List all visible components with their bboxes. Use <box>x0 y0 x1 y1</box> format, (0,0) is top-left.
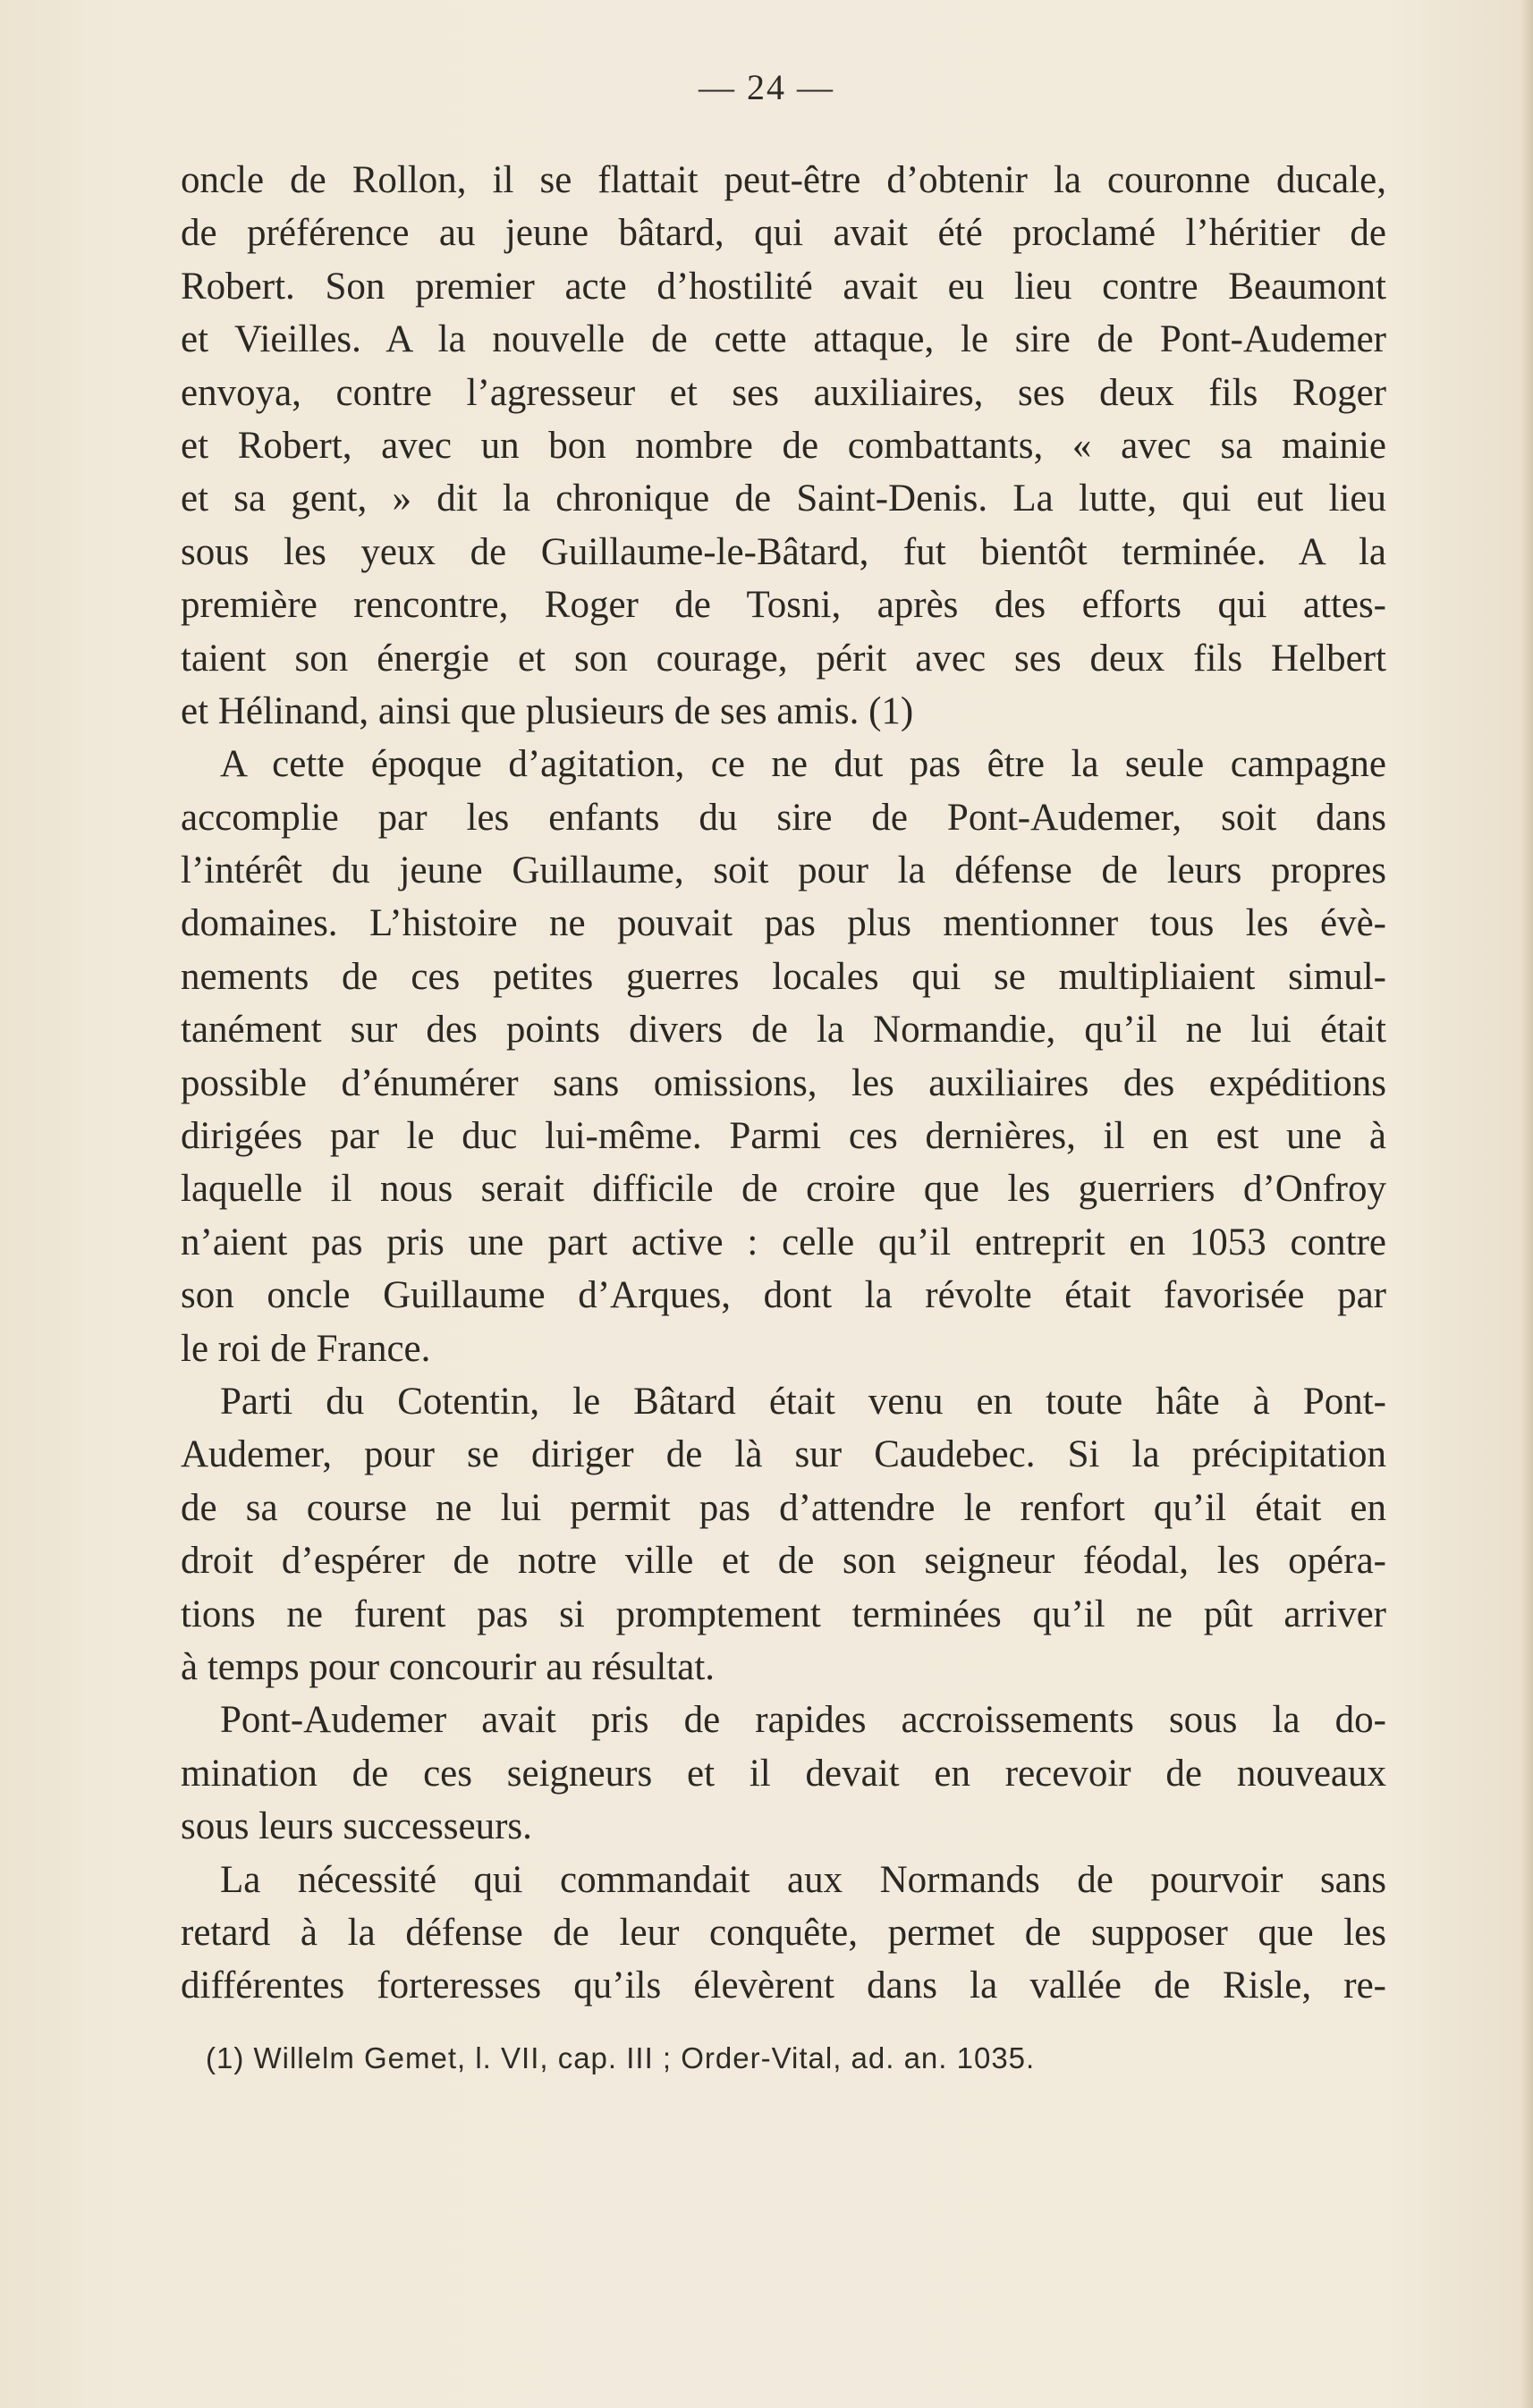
text-line: Parti du Cotentin, le Bâtard était venu en toute hâte à Pont- <box>220 1380 1386 1423</box>
text-line: A cette époque d’agitation, ce ne dut pas être la seule campagne <box>220 743 1386 786</box>
text-line: envoya, contre l’agresseur et ses auxiliaires, ses deux fils Roger <box>181 371 1386 414</box>
text-line: La nécessité qui commandait aux Normands de pourvoir sans <box>220 1858 1386 1901</box>
text-line: mination de ces seigneurs et il devait en recevoir de nouveaux <box>181 1752 1386 1795</box>
text-line: tanément sur des points divers de la Normandie, qu’il ne lui était <box>181 1009 1386 1052</box>
text-line: première rencontre, Roger de Tosni, après des efforts qui attes- <box>181 584 1386 627</box>
text-line: Robert. Son premier acte d’hostilité avait eu lieu contre Beaumont <box>181 265 1386 308</box>
text-line: sous leurs successeurs. <box>181 1805 532 1848</box>
page-number: — 24 — <box>699 67 834 107</box>
text-line: sous les yeux de Guillaume-le-Bâtard, fut bientôt terminée. A la <box>181 530 1386 573</box>
text-line: retard à la défense de leur conquête, permet de supposer que les <box>181 1911 1386 1954</box>
text-line: le roi de France. <box>181 1327 431 1370</box>
text-line: et Hélinand, ainsi que plusieurs de ses amis. (1) <box>181 689 914 732</box>
text-line: Pont-Audemer avait pris de rapides accroissements sous la do- <box>220 1699 1386 1742</box>
text-line: l’intérêt du jeune Guillaume, soit pour la défense de leurs propres <box>181 849 1386 892</box>
footnote: (1) Willelm Gemet, l. VII, cap. III ; Order-Vital, ad. an. 1035. <box>206 2041 1036 2074</box>
text-line: et Robert, avec un bon nombre de combattants, « avec sa mainie <box>181 424 1386 467</box>
text-line: son oncle Guillaume d’Arques, dont la révolte était favorisée par <box>181 1274 1386 1317</box>
text-line: nements de ces petites guerres locales qui se multipliaient simul- <box>181 955 1386 998</box>
text-line: de sa course ne lui permit pas d’attendre le renfort qu’il était en <box>181 1486 1386 1529</box>
text-line: laquelle il nous serait difficile de croire que les guerriers d’Onfroy <box>181 1168 1386 1211</box>
text-line: et Vieilles. A la nouvelle de cette attaque, le sire de Pont-Audemer <box>181 318 1386 361</box>
text-line: différentes forteresses qu’ils élevèrent dans la vallée de Risle, re- <box>181 1964 1386 2007</box>
text-line: accomplie par les enfants du sire de Pont-Audemer, soit dans <box>181 796 1386 839</box>
text-line: et sa gent, » dit la chronique de Saint-Denis. La lutte, qui eut lieu <box>181 477 1386 520</box>
text-line: à temps pour concourir au résultat. <box>181 1645 716 1688</box>
text-line: taient son énergie et son courage, périt avec ses deux fils Helbert <box>181 637 1386 680</box>
text-line: tions ne furent pas si promptement terminées qu’il ne pût arriver <box>181 1593 1386 1635</box>
body-text <box>181 154 1386 2013</box>
text-line: possible d’énumérer sans omissions, les auxiliaires des expéditions <box>181 1061 1386 1104</box>
text-line: domaines. L’histoire ne pouvait pas plus mentionner tous les évè- <box>181 902 1386 945</box>
text-line: dirigées par le duc lui-même. Parmi ces dernières, il en est une à <box>181 1115 1386 1158</box>
text-line: n’aient pas pris une part active : celle qu’il entreprit en 1053 contre <box>181 1221 1386 1263</box>
text-line: droit d’espérer de notre ville et de son seigneur féodal, les opéra- <box>181 1540 1386 1583</box>
text-line: Audemer, pour se diriger de là sur Caudebec. Si la précipitation <box>181 1433 1386 1476</box>
text-line: oncle de Rollon, il se flattait peut-être d’obtenir la couronne ducale, <box>181 159 1386 201</box>
page-edge-shadow <box>1520 0 1533 2408</box>
text-line: de préférence au jeune bâtard, qui avait été proclamé l’héritier de <box>181 212 1386 255</box>
